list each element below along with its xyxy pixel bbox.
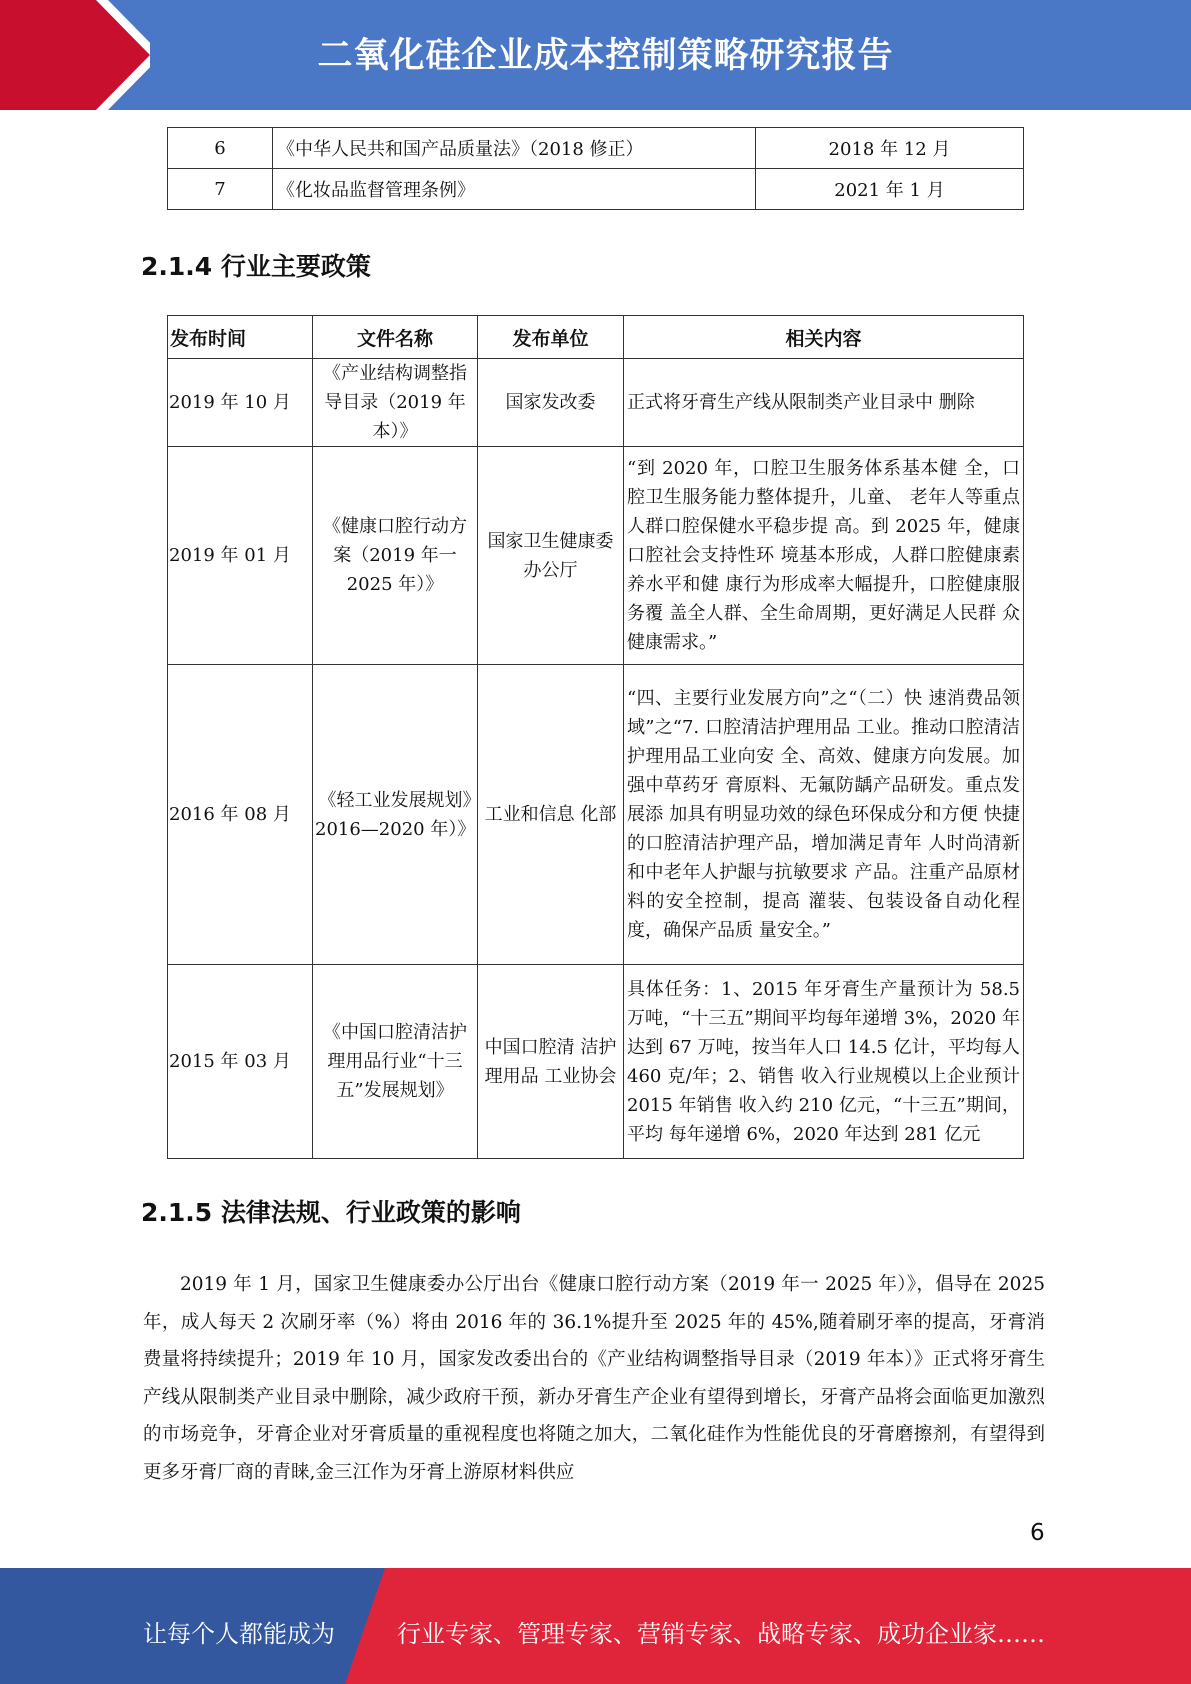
policy-doc: 《轻工业发展规划》2016—2020 年）》 [313, 665, 478, 965]
policy-doc: 《产业结构调整指导目录（2019 年本）》 [313, 359, 478, 447]
table-row [168, 665, 1024, 965]
section-heading-2-1-4: 2.1.4 行业主要政策 [141, 252, 371, 281]
policy-doc: 《中国口腔清洁护理用品行业“十三五”发展规划》 [313, 965, 478, 1159]
policy-table [167, 315, 1024, 1159]
policy-content: 正式将牙膏生产线从限制类产业目录中 删除 [624, 359, 1024, 447]
header-doc: 文件名称 [313, 316, 478, 359]
page-number: 6 [1030, 1520, 1045, 1546]
law-date: 2018 年 12 月 [756, 128, 1024, 169]
policy-issuer: 中国口腔清 洁护理用品 工业协会 [478, 965, 624, 1159]
header-issuer: 发布单位 [478, 316, 624, 359]
policy-issuer: 国家发改委 [478, 359, 624, 447]
law-table [167, 127, 1024, 210]
table-header-row [168, 316, 1024, 359]
row-number: 7 [168, 169, 273, 210]
page-header [0, 0, 1191, 110]
table-row [168, 447, 1024, 665]
policy-date: 2015 年 03 月 [168, 965, 313, 1159]
policy-content: 具体任务：1、2015 年牙膏生产量预计为 58.5 万吨，“十三五”期间平均每年递增 3%，2020 年达到 67 万吨，按当年人口 14.5 亿计，平均每人 460 克/年；2、销售 收入行业规模以上企业预计 2015 年销售 收入约 210 亿元，“十三五”期间，平均 每年递增 6%，2020 年达到 281 亿元 [624, 965, 1024, 1159]
law-name: 《化妆品监督管理条例》 [273, 169, 756, 210]
policy-doc: 《健康口腔行动方案（2019 年一 2025 年）》 [313, 447, 478, 665]
report-title: 二氧化硅企业成本控制策略研究报告 [317, 36, 894, 76]
law-name: 《中华人民共和国产品质量法》（2018 修正） [273, 128, 756, 169]
header-content: 相关内容 [624, 316, 1024, 359]
table-row [168, 128, 1024, 169]
header-date: 发布时间 [168, 316, 313, 359]
footer-slogan-left: 让每个人都能成为 [143, 1620, 335, 1648]
policy-date: 2019 年 10 月 [168, 359, 313, 447]
law-date: 2021 年 1 月 [756, 169, 1024, 210]
table-row [168, 965, 1024, 1159]
policy-date: 2019 年 01 月 [168, 447, 313, 665]
page-footer [0, 1568, 1191, 1684]
policy-date: 2016 年 08 月 [168, 665, 313, 965]
row-number: 6 [168, 128, 273, 169]
body-paragraph: 2019 年 1 月，国家卫生健康委办公厅出台《健康口腔行动方案（2019 年一 2025 年）》，倡导在 2025 年，成人每天 2 次刷牙率（%）将由 2016 年的 36.1%提升至 2025 年的 45%,随着刷牙率的提高，牙膏消费量将持续提升；2019 年 10 月，国家发改委出台的《产业结构调整指导目录（2019 年本）》正式将牙膏生产线从限制类产业目录中删除，减少政府干预，新办牙膏生产企业有望得到增长，牙膏产品将会面临更加激烈的市场竞争，牙膏企业对牙膏质量的重视程度也将随之加大，二氧化硅作为性能优良的牙膏磨擦剂，有望得到更多牙膏厂商的青睐,金三江作为牙膏上游原材料供应 [143, 1274, 1045, 1483]
policy-content: “四、主要行业发展方向”之“（二）快 速消费品领域”之“7. 口腔清洁护理用品 工业。推动口腔清洁护理用品工业向安 全、高效、健康方向发展。加强中草药牙 膏原料、无氟防龋产品研发。重点发展添 加具有明显功效的绿色环保成分和方便 快捷的口腔清洁护理产品，增加满足青年 人时尚清新和中老年人护龈与抗敏要求 产品。注重产品原材料的安全控制，提高 灌装、包装设备自动化程度，确保产品质 量安全。” [624, 665, 1024, 965]
section-heading-2-1-5: 2.1.5 法律法规、行业政策的影响 [141, 1198, 521, 1227]
table-row [168, 169, 1024, 210]
policy-content: “到 2020 年，口腔卫生服务体系基本健 全，口腔卫生服务能力整体提升，儿童、 老年人等重点人群口腔保健水平稳步提 高。到 2025 年，健康口腔社会支持性环 境基本形成，人群口腔健康素养水平和健 康行为形成率大幅提升，口腔健康服务覆 盖全人群、全生命周期，更好满足人民群 众健康需求。” [624, 447, 1024, 665]
policy-issuer: 国家卫生健康委办公厅 [478, 447, 624, 665]
policy-issuer: 工业和信息 化部 [478, 665, 624, 965]
table-row [168, 359, 1024, 447]
footer-slogan-right: 行业专家、管理专家、营销专家、战略专家、成功企业家…… [397, 1620, 1045, 1648]
